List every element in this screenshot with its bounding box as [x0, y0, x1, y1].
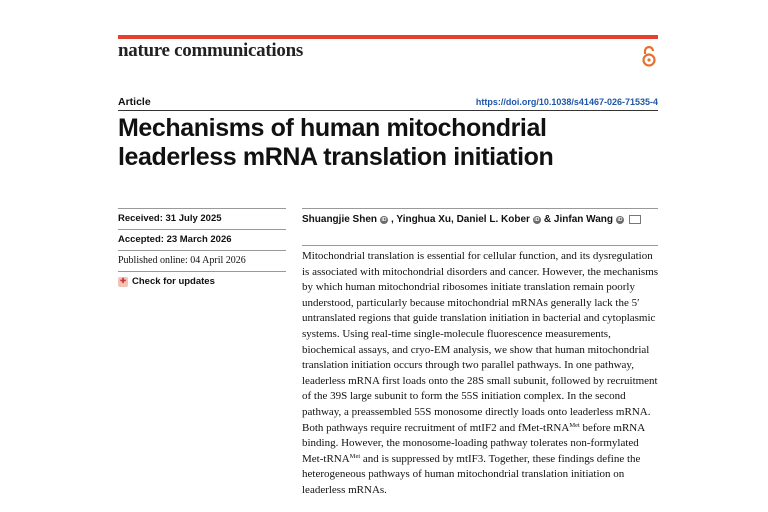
abstract-text	[302, 249, 660, 499]
published-date: Published online: 04 April 2026	[118, 250, 286, 271]
author-names[interactable]: , Yinghua Xu, Daniel L. Kober	[391, 214, 530, 225]
journal-accent-bar	[118, 35, 658, 39]
abstract-part-3: and is suppressed by mtIF3. Together, these findings define the heterogeneous pathways of human mitochondrial translation initiation on leaderless mRNAs.	[302, 452, 641, 496]
orcid-icon[interactable]: iD	[381, 216, 387, 223]
orcid-icon[interactable]: iD	[617, 216, 623, 223]
title-line-1: Mechanisms of human mitochondrial	[118, 114, 547, 142]
accepted-date: Accepted: 23 March 2026	[118, 229, 286, 250]
author-name[interactable]: Shuangjie Shen	[302, 214, 378, 225]
title-line-2: leaderless mRNA translation initiation	[118, 143, 554, 171]
check-updates-icon: ✚	[118, 277, 128, 287]
superscript-met: Met	[569, 421, 580, 429]
authors-divider	[302, 208, 658, 209]
abstract-part-1: Mitochondrial translation is essential for cellular function, and its dysregulation is associated with mitochondrial disorders and cancer. However, the mechanisms by which human mitochondrial ribosomes initiate translation remain poorly understood, particularly because mitochondrial mRNAs generally lack the 5′ untranslated regions that guide translation initiation in bacterial and cytoplasmic systems. Using real-time single-molecule fluorescence measurements, biochemical assays, and cryo-EM analysis, we show that human mitochondrial translation initiation occurs through two parallel pathways. In one pathway, leaderless mRNA first loads onto the 28S small subunit, followed by recruitment of the 39S large subunit to form the 55S initiation complex. In the second pathway, a preassembled 55S monosome directly loads onto leaderless mRNA. Both pathways require recruitment of mtIF2 and fMet-tRNA	[302, 250, 659, 434]
superscript-met: Met	[349, 452, 361, 460]
article-meta	[118, 208, 286, 292]
check-updates-label: Check for updates	[132, 276, 215, 287]
header-divider	[118, 110, 658, 111]
received-date: Received: 31 July 2025	[118, 208, 286, 229]
check-for-updates-button[interactable]	[118, 271, 286, 292]
doi-link[interactable]: https://doi.org/10.1038/s41467-026-71535-4	[475, 97, 658, 107]
author-name[interactable]: & Jinfan Wang	[543, 214, 613, 225]
author-list	[302, 214, 641, 225]
orcid-icon[interactable]: iD	[534, 216, 540, 223]
abstract-divider	[302, 245, 658, 246]
abstract-part-2: before mRNA binding. However, the monosome-loading pathway tolerates non-formylated Met-tRNA	[302, 421, 645, 465]
article-type: Article	[118, 96, 151, 108]
open-access-icon[interactable]	[640, 44, 658, 68]
journal-name[interactable]: nature communications	[118, 40, 303, 61]
article-title	[118, 114, 658, 172]
email-icon[interactable]	[629, 215, 641, 224]
